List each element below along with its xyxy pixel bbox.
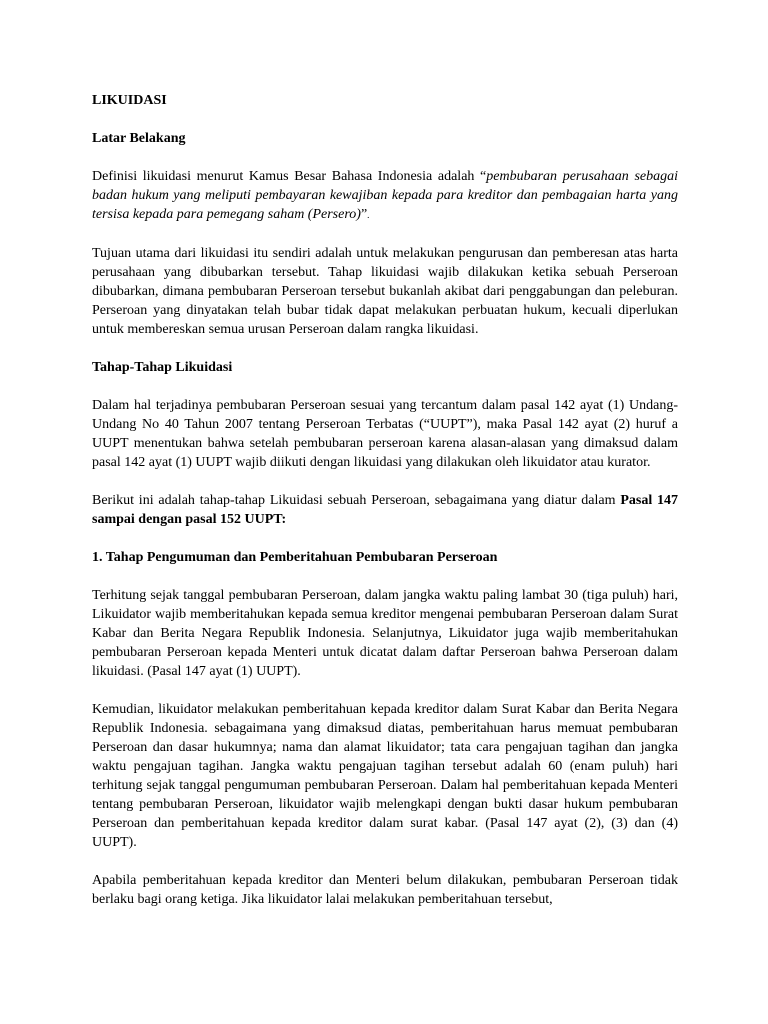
stages-intro-lead: Berikut ini adalah tahap-tahap Likuidasi sebuah Perseroan, sebagaimana yang diatur dalam: [92, 493, 621, 508]
definition-quote: pembubaran perusahaan sebagai badan hukum yang meliputi pembayaran kewajiban kepada para kreditor dan pembagaian harta yang tersisa kepada para pemegang saham (Persero): [92, 169, 679, 222]
heading-latar-belakang: Latar Belakang: [92, 131, 186, 146]
paragraph-step1-consequence: Apabila pemberitahuan kepada kreditor dan Menteri belum dilakukan, pembubaran Perseroan tidak berlaku bagi orang ketiga. Jika likuidator lalai melakukan pemberitahuan tersebut,: [92, 873, 678, 907]
paragraph-stages-intro: [92, 491, 678, 529]
document-title: LIKUIDASI: [92, 93, 167, 108]
paragraph-definition: [92, 167, 678, 225]
paragraph-legal-basis: Dalam hal terjadinya pembubaran Perseroan sesuai yang tercantum dalam pasal 142 ayat (1) Undang-Undang No 40 Tahun 2007 tentang Perseroan Terbatas (“UUPT”), maka Pasal 142 ayat (2) huruf a UUPT menentukan bahwa setelah pembubaran perseroan karena alasan-alasan yang dimaksud dalam pasal 142 ayat (1) UUPT wajib diikuti dengan likuidasi yang dilakukan oleh likuidator atau kurator.: [92, 398, 678, 470]
paragraph-purpose: Tujuan utama dari likuidasi itu sendiri adalah untuk melakukan pengurusan dan pemberesan atas harta perusahaan yang dibubarkan tersebut. Tahap likuidasi wajib dilakukan ketika sebuah Perseroan dibubarkan, dimana pembubaran Perseroan tersebut bukanlah akibat dari penggabungan dan peleburan. Perseroan yang dinyatakan telah bubar tidak dapat melakukan perbuatan hukum, kecuali diperlukan untuk membereskan semua urusan Perseroan dalam rangka likuidasi.: [92, 246, 678, 337]
definition-lead: Definisi likuidasi menurut Kamus Besar Bahasa Indonesia adalah “: [92, 169, 487, 184]
definition-period: .: [367, 210, 370, 220]
document-page: [92, 91, 678, 928]
paragraph-step1-announcement: Terhitung sejak tanggal pembubaran Perseroan, dalam jangka waktu paling lambat 30 (tiga puluh) hari, Likuidator wajib memberitahukan kepada semua kreditor mengenai pembubaran Perseroan dalam Surat Kabar dan Berita Negara Republik Indonesia. Selanjutnya, Likuidator juga wajib memberitahukan pembubaran Perseroan kepada Menteri untuk dicatat dalam daftar Perseroan bahwa Perseroan dalam likuidasi. (Pasal 147 ayat (1) UUPT).: [92, 588, 678, 679]
stages-intro-bold: Pasal 147 sampai dengan pasal 152 UUPT:: [92, 493, 679, 527]
heading-step-1: 1. Tahap Pengumuman dan Pemberitahuan Pembubaran Perseroan: [92, 550, 498, 565]
definition-tail: ”: [360, 207, 368, 222]
paragraph-step1-notification: Kemudian, likuidator melakukan pemberitahuan kepada kreditor dalam Surat Kabar dan Berita Negara Republik Indonesia. sebagaimana yang dimaksud diatas, pemberitahuan harus memuat pembubaran Perseroan dan dasar hukumnya; nama dan alamat likuidator; tata cara pengajuan tagihan dan jangka waktu pengajuan tagihan. Jangka waktu pengajuan tagihan tersebut adalah 60 (enam puluh) hari terhitung sejak tanggal pengumuman pembubaran Perseroan. Dalam hal pemberitahuan kepada Menteri tentang pembubaran Perseroan, likuidator wajib melengkapi dengan bukti dasar hukum pembubaran Perseroan dan pemberitahuan kepada kreditor dalam surat kabar. (Pasal 147 ayat (2), (3) dan (4) UUPT).: [92, 702, 678, 850]
heading-tahap-tahap: Tahap-Tahap Likuidasi: [92, 360, 233, 375]
